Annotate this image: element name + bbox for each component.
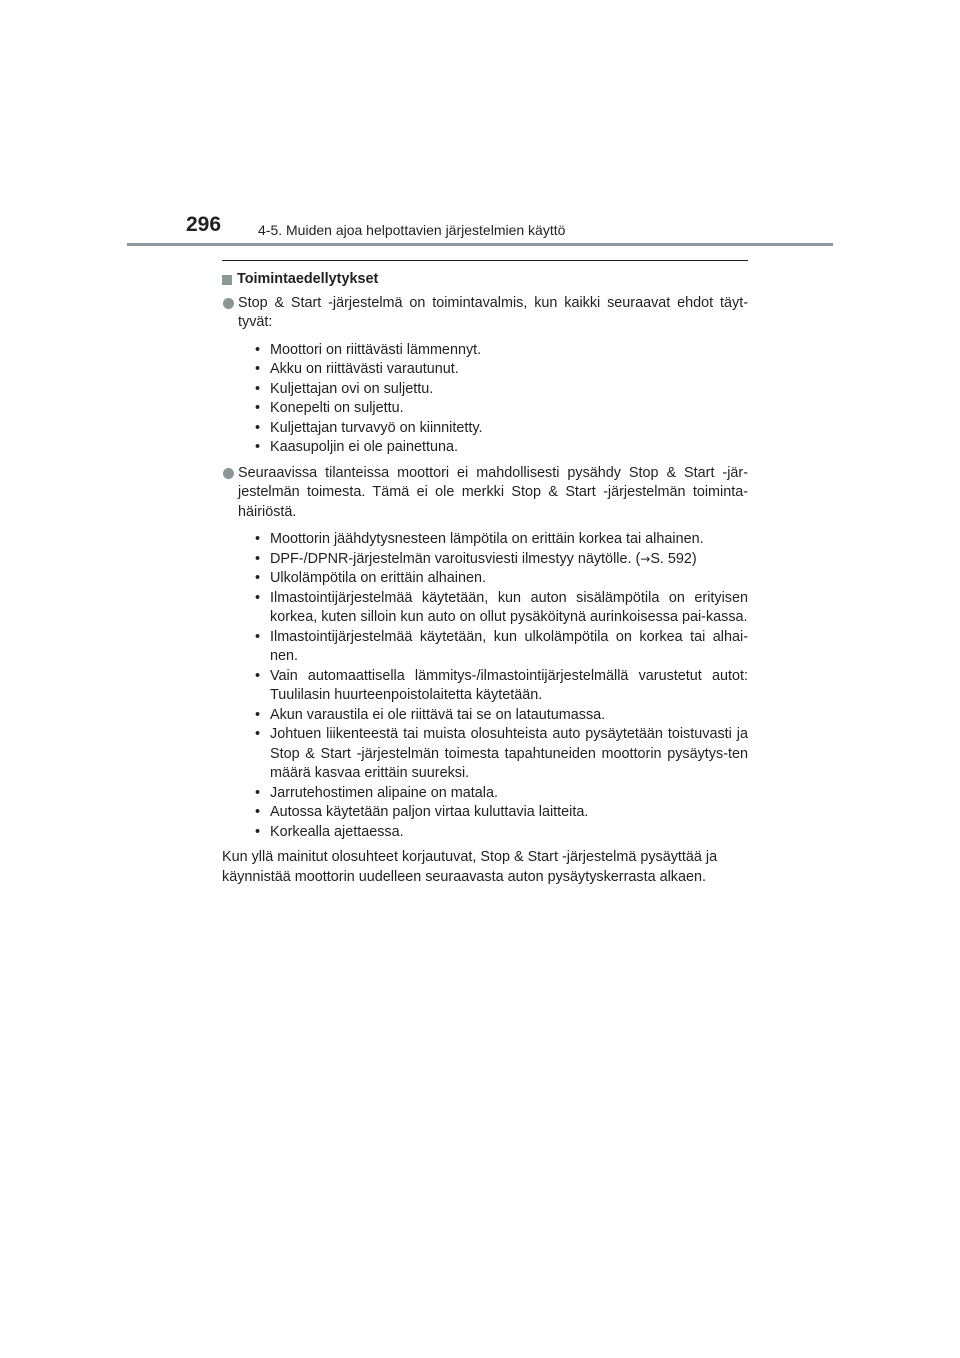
- circle-bullet-icon: [223, 298, 234, 309]
- list-item: • Konepelti on suljettu.: [255, 400, 404, 416]
- section-heading: [222, 270, 748, 290]
- list-item: • Kuljettajan ovi on suljettu.: [255, 380, 434, 397]
- list-item: • Kuljettajan turvavyö on kiinnitetty.: [255, 419, 483, 436]
- list-item: • Ilmastointijärjestelmää käytetään, kun ulkolämpötila on korkea tai alhai-nen.: [255, 628, 748, 664]
- condition-item-ready: [222, 294, 748, 458]
- section-content: [222, 270, 748, 887]
- list-item-dpf-warning: • DPF-/DPNR-järjestelmän varoitusviesti ilmestyy näytölle. (→S. 592): [255, 550, 697, 567]
- list-item: • Autossa käytetään paljon virtaa kuluttavia laitteita.: [255, 804, 589, 820]
- chapter-title: 4-5. Muiden ajoa helpottavien järjestelmien käyttö: [258, 222, 566, 238]
- item-text: Seuraavissa tilanteissa moottori ei mahdollisesti pysähdy Stop & Start -jär-jestelmän toimesta. Tämä ei ole merkki Stop & Start -järjestelmän toiminta-häiriöstä.: [238, 464, 748, 520]
- list-item: • Akku on riittävästi varautunut.: [255, 361, 459, 377]
- circle-bullet-icon: [223, 468, 234, 479]
- list-item: • Ulkolämpötila on erittäin alhainen.: [255, 570, 486, 586]
- item-text: Stop & Start -järjestelmä on toimintavalmis, kun kaikki seuraavat ehdot täyt-tyvät:: [238, 294, 748, 330]
- condition-item-not-stopping: [222, 464, 748, 843]
- list-item: • Johtuen liikenteestä tai muista olosuhteista auto pysäytetään toistuvasti ja Stop & Start -järjestelmän toimesta tapahtuneiden moottorin pysäytys-ten määrä kasvaa erittäin suureksi.: [255, 726, 748, 781]
- list-item: • Akun varaustila ei ole riittävä tai se on latautumassa.: [255, 706, 606, 723]
- square-bullet-icon: [222, 275, 232, 285]
- list-item: • Jarrutehostimen alipaine on matala.: [255, 784, 498, 801]
- list-item: • Kaasupoljin ei ole painettuna.: [255, 439, 459, 455]
- bullet-list-exceptions: [238, 530, 748, 842]
- list-item: • Vain automaattisella lämmitys-/ilmastointijärjestelmällä varustetut autot: Tuulilasin huurteenpoistolaitetta käytetään.: [255, 667, 748, 703]
- list-item: • Moottori on riittävästi lämmennyt.: [255, 341, 482, 358]
- page-reference: S. 592): [650, 550, 697, 567]
- list-item: • Moottorin jäähdytysnesteen lämpötila on erittäin korkea tai alhainen.: [255, 531, 704, 547]
- bullet-list-ready: [238, 341, 748, 458]
- list-item: • Ilmastointijärjestelmää käytetään, kun auton sisälämpötila on erityisen korkea, kuten silloin kun auto on ollut pysäköitynä aurinkoisessa pai-kassa.: [255, 589, 748, 625]
- header-divider: [127, 243, 833, 246]
- list-item: • Korkealla ajettaessa.: [255, 823, 404, 840]
- section-heading-text: Toimintaedellytykset: [237, 271, 379, 287]
- conclusion-text: Kun yllä mainitut olosuhteet korjautuvat, Stop & Start -järjestelmä pysäyttää ja käynnistää moottorin uudelleen seuraavasta auton pysäytyskerrasta alkaen.: [222, 849, 718, 885]
- arrow-icon: →: [640, 551, 651, 566]
- section-divider: [222, 260, 748, 261]
- page-number: 296: [186, 213, 222, 236]
